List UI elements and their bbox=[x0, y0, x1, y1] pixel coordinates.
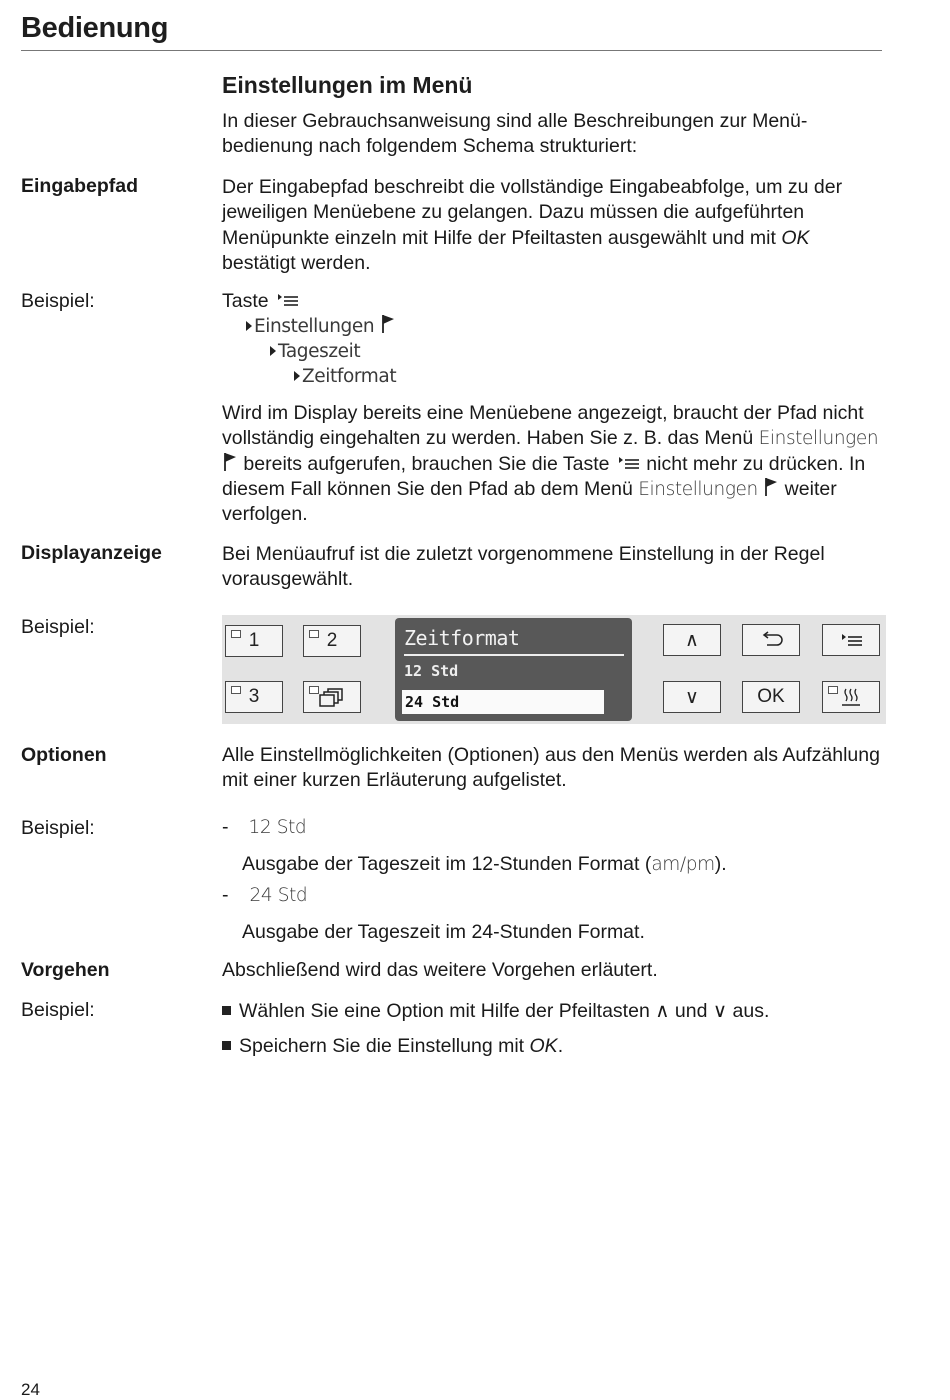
section-title: Einstellungen im Menü bbox=[222, 72, 473, 98]
optionen-text: Alle Einstellmöglichkeiten (Optionen) aus den Menüs werden als Aufzählung mit einer kurzen Erläuterung aufgelistet. bbox=[222, 744, 880, 792]
option-desc-1: Ausgabe der Tageszeit im 12-Stunden Format ( bbox=[242, 853, 652, 875]
flag-icon bbox=[380, 314, 396, 334]
dash-marker: - bbox=[222, 816, 229, 838]
menu-key-icon bbox=[838, 632, 864, 648]
pfad-info-1: Wird im Display bereits eine Menüebene angezeigt, braucht der Pfad nicht vollständig eingehalten zu werden. Haben Sie z. B. das Menü bbox=[222, 402, 864, 450]
option-desc-2: ). bbox=[714, 853, 727, 875]
label-vorgehen: Vorgehen bbox=[21, 959, 110, 981]
option-desc-code: am/pm bbox=[651, 854, 715, 875]
key-down[interactable] bbox=[663, 681, 721, 713]
label-beispiel-vorgehen: Beispiel: bbox=[21, 999, 95, 1021]
ok-term: OK bbox=[529, 1035, 558, 1057]
screen-selected-row bbox=[402, 690, 604, 714]
down-arrow-icon: ∨ bbox=[685, 686, 699, 708]
menu-einstellungen-ref: Einstellungen bbox=[758, 428, 879, 450]
back-arrow-icon bbox=[759, 631, 783, 649]
label-beispiel-display: Beispiel: bbox=[21, 616, 95, 638]
key-windows[interactable] bbox=[303, 681, 361, 713]
step-1-text-a: Wählen Sie eine Option mit Hilfe der Pfeiltasten bbox=[239, 1000, 656, 1022]
step-1-text-b: aus. bbox=[727, 1000, 770, 1022]
option-description: Ausgabe der Tageszeit im 24-Stunden Format. bbox=[242, 921, 645, 943]
menu-key-icon bbox=[274, 292, 300, 308]
menu-key-icon bbox=[615, 455, 641, 471]
label-displayanzeige: Displayanzeige bbox=[21, 542, 162, 564]
path-step-2-label: Tageszeit bbox=[278, 341, 361, 362]
path-step-3 bbox=[294, 364, 396, 389]
pfad-info-4: weiter verfolgen. bbox=[222, 477, 837, 526]
pfad-info-text bbox=[222, 401, 887, 527]
key-1-label: 1 bbox=[248, 630, 260, 651]
display-screen bbox=[395, 618, 632, 721]
arrow-right-icon bbox=[246, 321, 252, 331]
screen-option-12: 12 Std bbox=[404, 662, 459, 680]
screen-divider bbox=[404, 654, 624, 656]
flag-icon bbox=[763, 477, 779, 497]
ok-key-label: OK bbox=[757, 686, 785, 707]
arrow-right-icon bbox=[294, 371, 300, 381]
drying-icon bbox=[840, 687, 862, 707]
led-indicator bbox=[828, 686, 838, 694]
path-taste bbox=[222, 289, 300, 314]
bullet-square-icon bbox=[222, 1006, 231, 1015]
key-2[interactable] bbox=[303, 625, 361, 657]
screen-title: Zeitformat bbox=[404, 626, 520, 650]
label-eingabepfad: Eingabepfad bbox=[21, 175, 139, 197]
option-name: 24 Std bbox=[249, 885, 308, 906]
page-number: 24 bbox=[21, 1380, 40, 1399]
key-back[interactable] bbox=[742, 624, 800, 656]
pfad-info-2: bereits aufgerufen, brauchen Sie die Taste bbox=[238, 452, 615, 475]
key-drying[interactable] bbox=[822, 681, 880, 713]
key-ok[interactable] bbox=[742, 681, 800, 713]
up-arrow-icon: ∧ bbox=[655, 1000, 670, 1022]
step-1-und: und bbox=[669, 1000, 713, 1022]
option-description bbox=[242, 852, 907, 877]
label-beispiel-pfad: Beispiel: bbox=[21, 290, 95, 312]
eingabepfad-text-2: bestätigt werden. bbox=[222, 251, 371, 274]
key-3[interactable] bbox=[225, 681, 283, 713]
key-1[interactable] bbox=[225, 625, 283, 657]
option-item bbox=[222, 884, 307, 907]
key-up[interactable] bbox=[663, 624, 721, 656]
taste-label: Taste bbox=[222, 290, 269, 312]
path-step-1 bbox=[246, 314, 396, 339]
instruction-step bbox=[222, 1035, 563, 1058]
up-arrow-icon: ∧ bbox=[685, 629, 699, 651]
stacked-windows-icon bbox=[319, 687, 345, 707]
instruction-step bbox=[222, 999, 769, 1023]
step-2-text-a: Speichern Sie die Einstellung mit bbox=[239, 1035, 530, 1057]
eingabepfad-text-1: Der Eingabepfad beschreibt die vollständige Eingabeabfolge, um zu der jeweiligen Menüebene zu gelangen. Dazu müssen die aufgeführten Menüpunkte einzeln mit Hilfe der Pfeiltasten ausgewählt und mit bbox=[222, 176, 843, 249]
bullet-square-icon bbox=[222, 1041, 231, 1050]
option-name: 12 Std bbox=[248, 817, 307, 838]
displayanzeige-text: Bei Menüaufruf ist die zuletzt vorgenommene Einstellung in der Regel vorausgewählt. bbox=[222, 543, 825, 591]
led-indicator bbox=[231, 630, 241, 638]
key-2-label: 2 bbox=[326, 630, 338, 651]
label-optionen: Optionen bbox=[21, 744, 107, 766]
page-header: Bedienung bbox=[21, 12, 169, 44]
menu-einstellungen-ref-2: Einstellungen bbox=[638, 478, 758, 500]
dash-marker: - bbox=[222, 884, 229, 906]
path-step-3-label: Zeitformat bbox=[302, 366, 397, 387]
section-intro: In dieser Gebrauchsanweisung sind alle Beschreibungen zur Menübedienung nach folgendem Schema strukturiert: bbox=[222, 110, 808, 158]
led-indicator bbox=[309, 686, 319, 694]
key-menu[interactable] bbox=[822, 624, 880, 656]
ok-term: OK bbox=[781, 226, 810, 249]
eingabepfad-text bbox=[222, 175, 887, 276]
path-step-2 bbox=[270, 339, 360, 364]
vorgehen-text: Abschließend wird das weitere Vorgehen erläutert. bbox=[222, 959, 658, 981]
option-item bbox=[222, 816, 306, 839]
pfad-info-3: nicht mehr zu drücken. In diesem Fall können Sie den Pfad ab dem Menü bbox=[222, 452, 866, 500]
led-indicator bbox=[309, 630, 319, 638]
header-divider bbox=[21, 50, 882, 51]
led-indicator bbox=[231, 686, 241, 694]
down-arrow-icon: ∨ bbox=[712, 1000, 728, 1022]
key-3-label: 3 bbox=[248, 686, 260, 707]
arrow-right-icon bbox=[270, 346, 276, 356]
flag-icon bbox=[222, 452, 238, 472]
control-panel bbox=[222, 615, 886, 724]
step-2-text-b: . bbox=[557, 1035, 564, 1057]
label-beispiel-optionen: Beispiel: bbox=[21, 817, 95, 839]
screen-option-24: 24 Std bbox=[405, 693, 460, 711]
path-step-1-label: Einstellungen bbox=[254, 316, 375, 337]
